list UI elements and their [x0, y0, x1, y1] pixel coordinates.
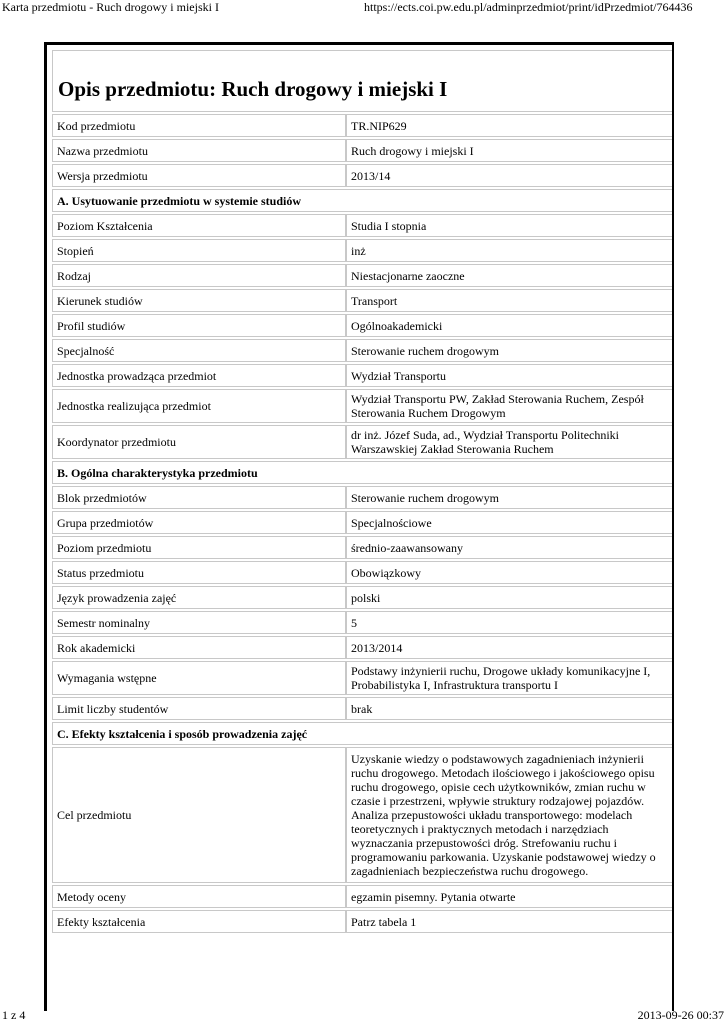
- row-label: Poziom przedmiotu: [52, 536, 346, 559]
- row-label: Kierunek studiów: [52, 289, 346, 312]
- row-label: Profil studiów: [52, 314, 346, 337]
- row-value: Ruch drogowy i miejski I: [346, 139, 674, 162]
- section-header-row: [52, 461, 674, 484]
- table-row: [52, 586, 674, 609]
- print-header: [0, 0, 724, 16]
- row-label: Efekty kształcenia: [52, 910, 346, 933]
- table-row: [52, 611, 674, 634]
- row-label: Koordynator przedmiotu: [52, 425, 346, 459]
- row-label: Specjalność: [52, 339, 346, 362]
- table-row: [52, 164, 674, 187]
- row-label: Język prowadzenia zajęć: [52, 586, 346, 609]
- page-number: 1 z 4: [2, 1008, 26, 1022]
- table-row: [52, 425, 674, 459]
- row-value: Patrz tabela 1: [346, 910, 674, 933]
- row-value: dr inż. Józef Suda, ad., Wydział Transportu Politechniki Warszawskiej Zakład Sterowania Ruchem: [346, 425, 674, 459]
- row-label: Cel przedmiotu: [52, 747, 346, 883]
- row-label: Nazwa przedmiotu: [52, 139, 346, 162]
- row-value: 2013/14: [346, 164, 674, 187]
- row-label: Limit liczby studentów: [52, 697, 346, 720]
- document-content: [52, 50, 674, 1010]
- row-label: Semestr nominalny: [52, 611, 346, 634]
- row-label: Status przedmiotu: [52, 561, 346, 584]
- row-value: średnio-zaawansowany: [346, 536, 674, 559]
- row-value: egzamin pisemny. Pytania otwarte: [346, 885, 674, 908]
- row-value: Wydział Transportu PW, Zakład Sterowania Ruchem, Zespół Sterowania Ruchem Drogowym: [346, 389, 674, 423]
- table-row: [52, 910, 674, 933]
- row-value: Niestacjonarne zaoczne: [346, 264, 674, 287]
- table-row: [52, 561, 674, 584]
- table-row: [52, 511, 674, 534]
- row-value: Uzyskanie wiedzy o podstawowych zagadnieniach inżynierii ruchu drogowego. Metodach ilościowego i jakościowego opisu ruchu drogowego, opisie cech użytkowników, zmian ruchu w czasie i przestrzeni, wpływie struktury rodzajowej pojazdów. Analiza przepustowości układu transportowego: modelach teoretycznych i praktycznych metodach i narzędziach wyznaczania przepustowości dróg. Strefowaniu ruchu i programowaniu parkowania. Uzyskanie podstawowej wiedzy o zagadnieniach bezpieczeństwa ruchu drogowego.: [346, 747, 674, 883]
- page-title: Opis przedmiotu: Ruch drogowy i miejski I: [52, 50, 674, 112]
- row-label: Jednostka prowadząca przedmiot: [52, 364, 346, 387]
- table-row: [52, 885, 674, 908]
- row-value: Transport: [346, 289, 674, 312]
- row-label: Wymagania wstępne: [52, 661, 346, 695]
- table-row: [52, 536, 674, 559]
- print-header-title: Karta przedmiotu - Ruch drogowy i miejski I: [2, 0, 219, 14]
- row-value: TR.NIP629: [346, 114, 674, 137]
- row-label: Blok przedmiotów: [52, 486, 346, 509]
- section-header-row: [52, 189, 674, 212]
- row-label: Wersja przedmiotu: [52, 164, 346, 187]
- table-row: [52, 214, 674, 237]
- table-row: [52, 697, 674, 720]
- row-label: Rodzaj: [52, 264, 346, 287]
- document-frame: [44, 42, 674, 1011]
- print-footer: [0, 1008, 724, 1024]
- row-value: Sterowanie ruchem drogowym: [346, 486, 674, 509]
- row-value: Ogólnoakademicki: [346, 314, 674, 337]
- table-row: [52, 314, 674, 337]
- table-row: [52, 636, 674, 659]
- course-table: [52, 112, 674, 935]
- row-label: Grupa przedmiotów: [52, 511, 346, 534]
- section-header: C. Efekty kształcenia i sposób prowadzenia zajęć: [52, 722, 674, 745]
- table-row: [52, 289, 674, 312]
- row-label: Rok akademicki: [52, 636, 346, 659]
- row-value: inż: [346, 239, 674, 262]
- row-value: Podstawy inżynierii ruchu, Drogowe układy komunikacyjne I, Probabilistyka I, Infrastruktura transportu I: [346, 661, 674, 695]
- table-row: [52, 139, 674, 162]
- row-value: Sterowanie ruchem drogowym: [346, 339, 674, 362]
- section-header: A. Usytuowanie przedmiotu w systemie studiów: [52, 189, 674, 212]
- row-label: Stopień: [52, 239, 346, 262]
- table-row: [52, 339, 674, 362]
- row-value: Specjalnościowe: [346, 511, 674, 534]
- table-row: [52, 364, 674, 387]
- row-value: Wydział Transportu: [346, 364, 674, 387]
- table-row: [52, 747, 674, 883]
- table-row: [52, 661, 674, 695]
- table-row: [52, 239, 674, 262]
- row-value: polski: [346, 586, 674, 609]
- print-timestamp: 2013-09-26 00:37: [637, 1008, 724, 1022]
- table-row: [52, 389, 674, 423]
- section-header: B. Ogólna charakterystyka przedmiotu: [52, 461, 674, 484]
- row-value: Obowiązkowy: [346, 561, 674, 584]
- row-label: Poziom Kształcenia: [52, 214, 346, 237]
- row-value: Studia I stopnia: [346, 214, 674, 237]
- section-header-row: [52, 722, 674, 745]
- table-row: [52, 486, 674, 509]
- table-row: [52, 264, 674, 287]
- row-label: Jednostka realizująca przedmiot: [52, 389, 346, 423]
- table-row: [52, 114, 674, 137]
- row-value: 2013/2014: [346, 636, 674, 659]
- row-label: Kod przedmiotu: [52, 114, 346, 137]
- row-label: Metody oceny: [52, 885, 346, 908]
- row-value: brak: [346, 697, 674, 720]
- row-value: 5: [346, 611, 674, 634]
- print-header-url: https://ects.coi.pw.edu.pl/adminprzedmiot/print/idPrzedmiot/764436: [364, 0, 693, 14]
